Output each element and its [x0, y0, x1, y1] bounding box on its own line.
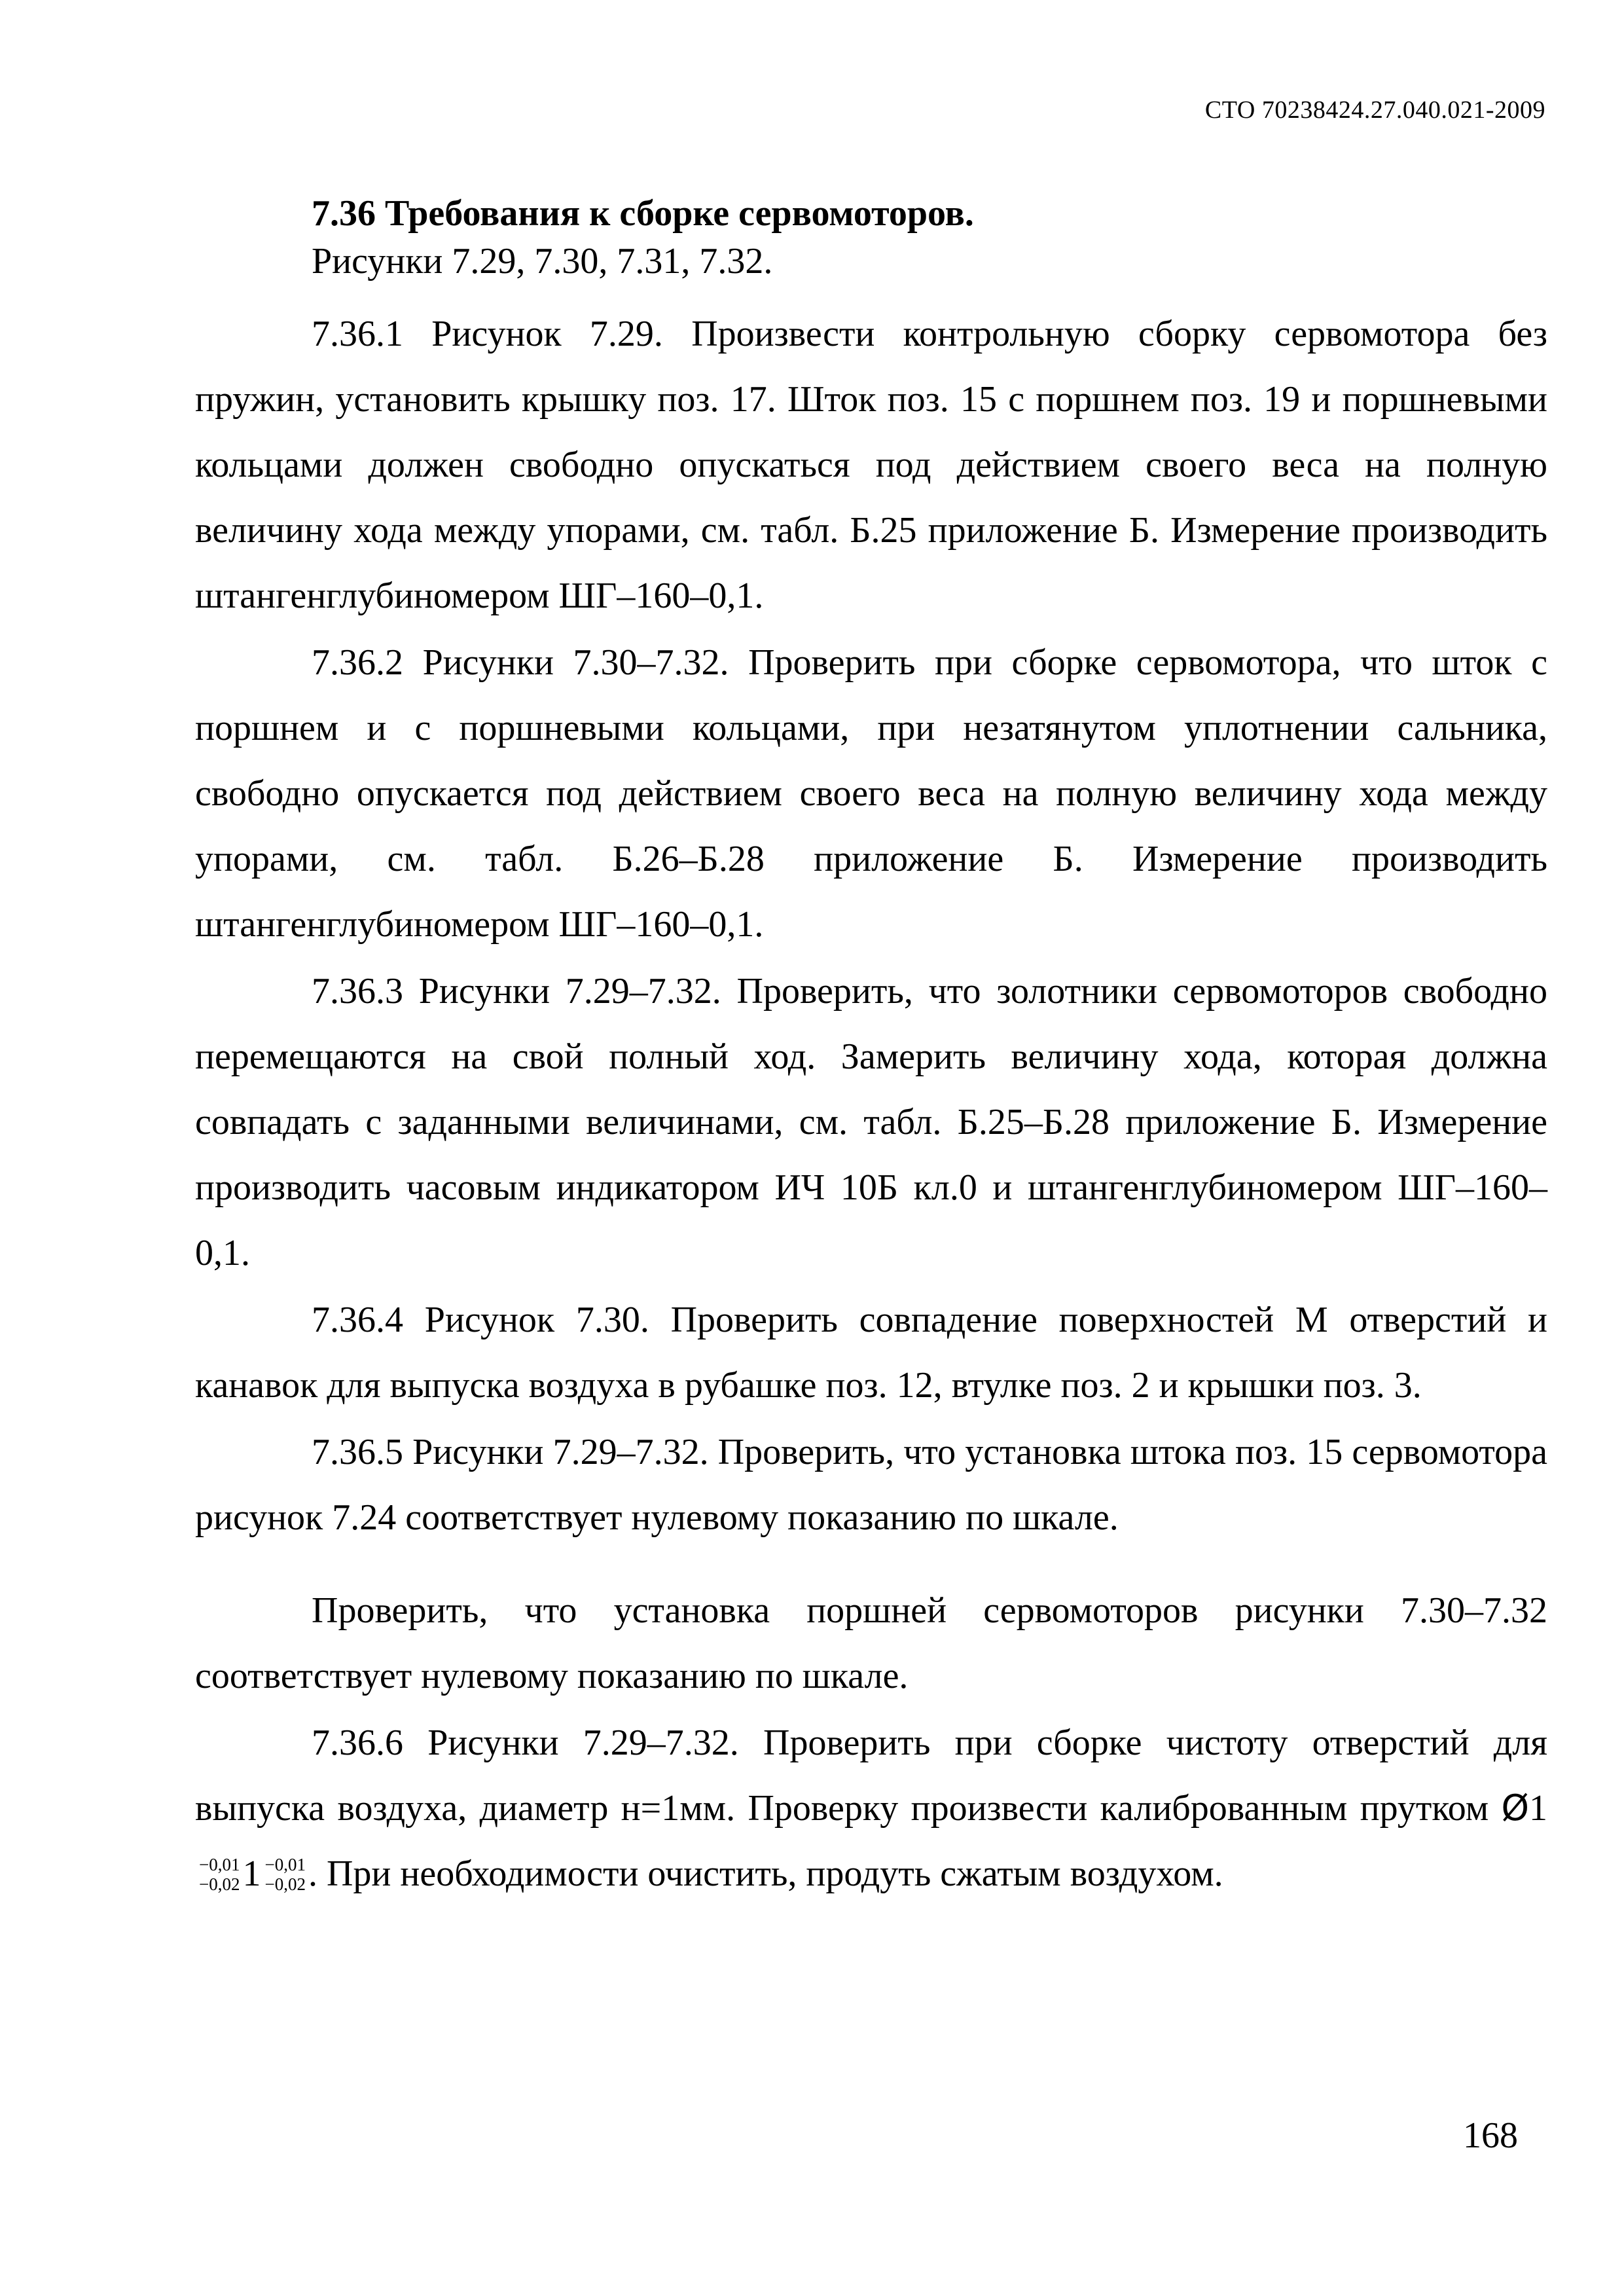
- upper-deviation-1: −0,01: [199, 1855, 240, 1875]
- document-code: СТО 70238424.27.040.021-2009: [1204, 96, 1545, 124]
- page-body: [195, 190, 1547, 1908]
- paragraph-7-36-2: 7.36.2 Рисунки 7.30–7.32. Проверить при сборке сервомотора, что шток с поршнем и с поршневыми кольцами, при незатянутом уплотнении сальника, свободно опускается под действием своего веса на полную величину хода между упорами, см. табл. Б.26–Б.28 приложение Б. Измерение производить штангенглубиномером ШГ–160–0,1.: [195, 642, 1547, 945]
- paragraph-7-36-6-text: 7.36.6 Рисунки 7.29–7.32. Проверить при сборке чистоту отверстий для выпуска воздуха, диаметр н=1мм. Проверку произвести калиброванным прутком: [195, 1722, 1547, 1829]
- page-number: 168: [1463, 2115, 1518, 2156]
- paragraph-7-36-5: 7.36.5 Рисунки 7.29–7.32. Проверить, что установка штока поз. 15 сервомотора рисунок 7.24 соответствует нулевому показанию по шкале.: [195, 1432, 1547, 1538]
- paragraph-7-36-5-continued: Проверить, что установка поршней сервомоторов рисунки 7.30–7.32 соответствует нулевому показанию по шкале.: [195, 1590, 1547, 1696]
- paragraph-7-36-4: 7.36.4 Рисунок 7.30. Проверить совпадение поверхностей М отверстий и канавок для выпуска воздуха в рубашке поз. 12, втулке поз. 2 и крышки поз. 3.: [195, 1300, 1547, 1406]
- section-title: 7.36 Требования к сборке сервомоторов.: [312, 193, 974, 234]
- nominal-size-2: 1: [242, 1853, 261, 1894]
- lower-deviation-1: −0,02: [199, 1874, 240, 1895]
- upper-deviation-2: −0,01: [264, 1855, 306, 1875]
- paragraph-7-36-6-tail: . При необходимости очистить, продуть сжатым воздухом.: [308, 1853, 1223, 1894]
- tolerance-1: [199, 1855, 240, 1894]
- section-subtitle: Рисунки 7.29, 7.30, 7.31, 7.32.: [312, 241, 773, 282]
- diameter-symbol: Ø: [1501, 1787, 1529, 1829]
- paragraph-7-36-6: [195, 1710, 1547, 1906]
- paragraph-7-36-1: 7.36.1 Рисунок 7.29. Произвести контрольную сборку сервомотора без пружин, установить крышку поз. 17. Шток поз. 15 с поршнем поз. 19 и поршневыми кольцами должен свободно опускаться под действием своего веса на полную величину хода между упорами, см. табл. Б.25 приложение Б. Измерение производить штангенглубиномером ШГ–160–0,1.: [195, 314, 1547, 616]
- tolerance-2: [264, 1855, 305, 1894]
- lower-deviation-2: −0,02: [264, 1874, 306, 1895]
- nominal-size-1: 1: [1529, 1788, 1547, 1829]
- paragraph-7-36-3: 7.36.3 Рисунки 7.29–7.32. Проверить, что золотники сервомоторов свободно перемещаются на свой полный ход. Замерить величину хода, которая должна совпадать с заданными величинами, см. табл. Б.25–Б.28 приложение Б. Измерение производить часовым индикатором ИЧ 10Б кл.0 и штангенглубиномером ШГ–160–0,1.: [195, 971, 1547, 1273]
